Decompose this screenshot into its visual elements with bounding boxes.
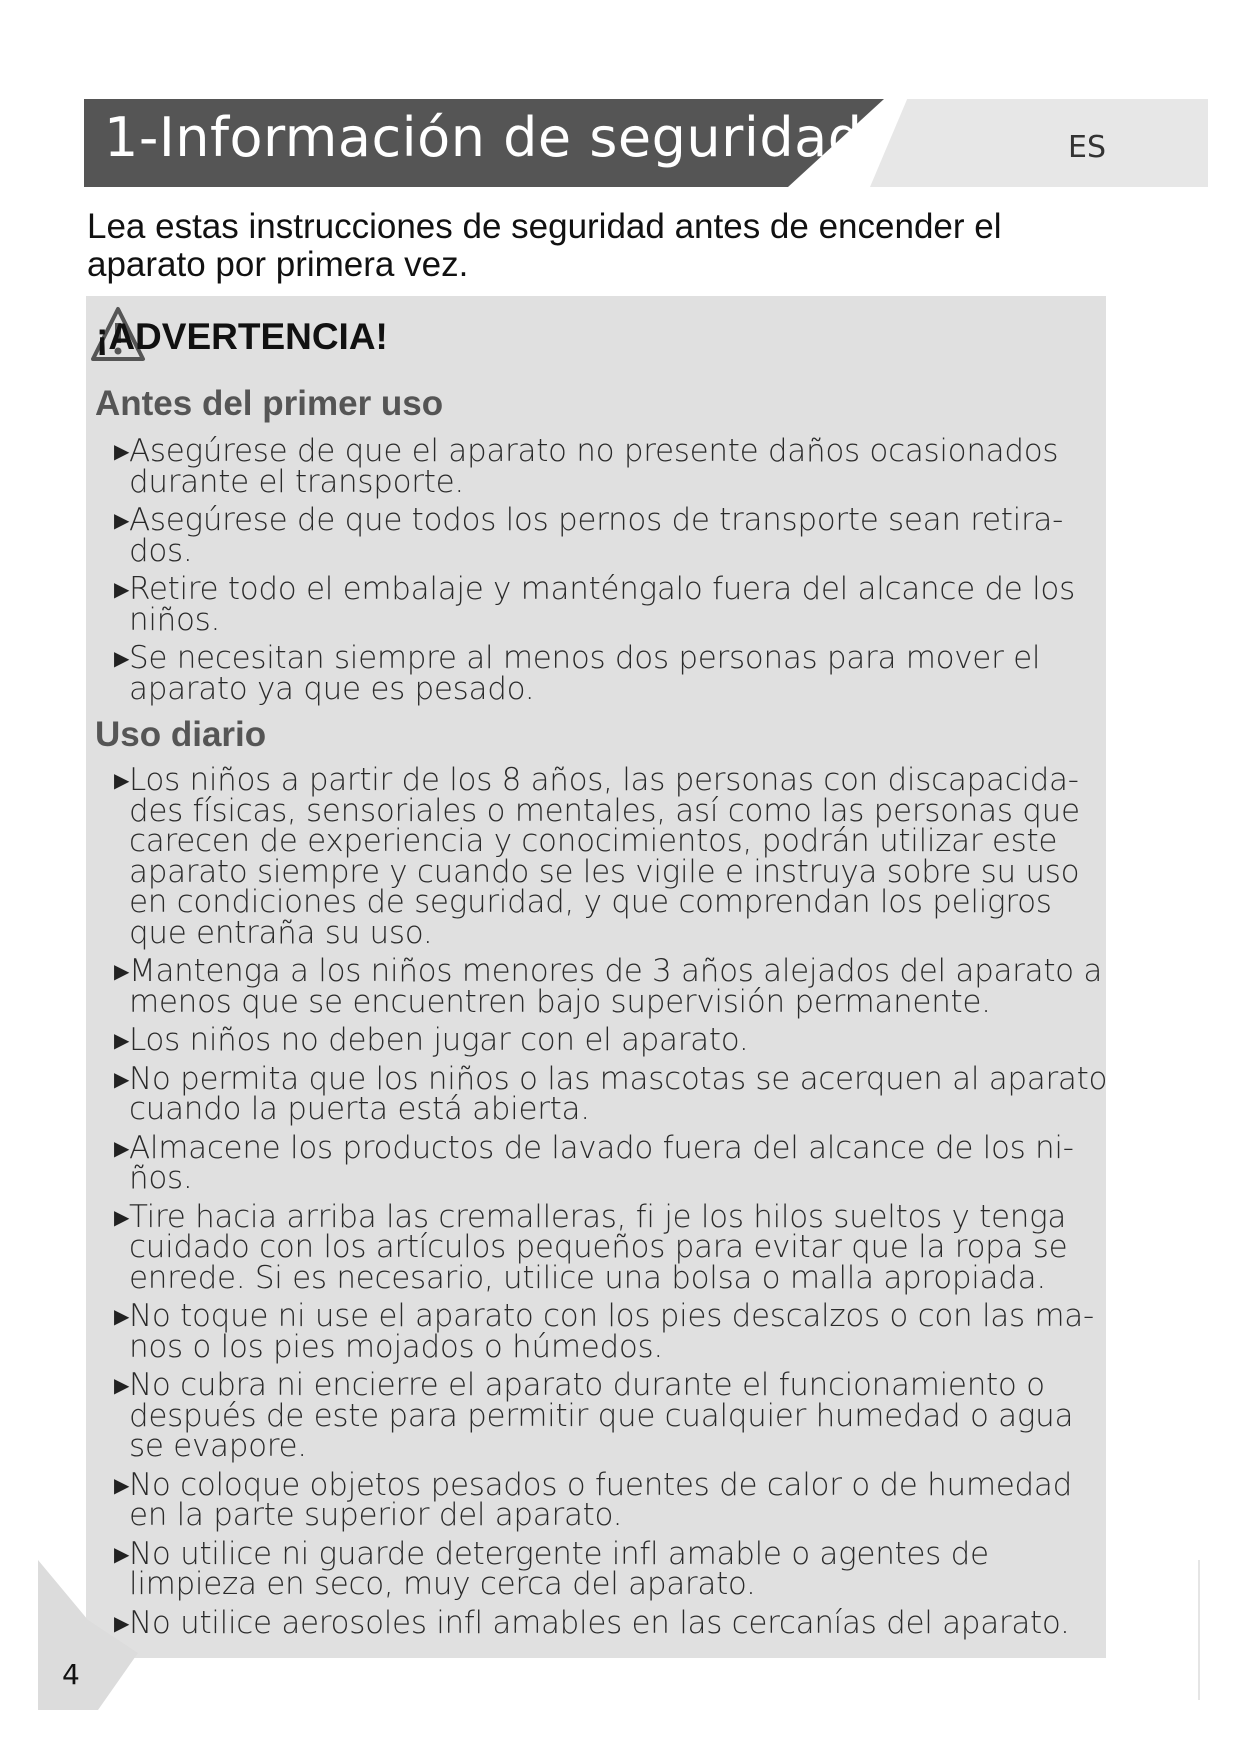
- bullet-arrow-icon: ▶: [114, 508, 130, 532]
- list-item: [114, 1466, 1109, 1533]
- list-item: [114, 1367, 1109, 1464]
- bullet-arrow-icon: ▶: [114, 577, 130, 601]
- list-item-text: Retire todo el embalaje y manténgalo fuera del alcance de los niños.: [129, 571, 1075, 638]
- bullet-arrow-icon: ▶: [114, 1204, 130, 1229]
- list-item-text: Los niños a partir de los 8 años, las personas con discapacida-des físicas, sensoriales o mentales, así como las personas que carecen de experiencia y conocimientos, podrán utilizar este aparato siempre y cuando se les vigile e instruya sobre su uso en condiciones de seguridad, y que comprendan los peligros que entraña su uso.: [129, 762, 1080, 951]
- bullet-arrow-icon: ▶: [114, 959, 130, 983]
- list-item-text: Mantenga a los niños menores de 3 años alejados del aparato a menos que se encuentren bajo supervisión permanente.: [129, 953, 1103, 1020]
- list-item-text: Tire hacia arriba las cremalleras, fi je los hilos sueltos y tenga cuidado con los artículos pequeños para evitar que la ropa se enrede. Si es necesario, utilice una bolsa o malla apropiada.: [129, 1198, 1068, 1296]
- list-item-text: No toque ni use el aparato con los pies descalzos o con las ma-nos o los pies mojados o húmedos.: [129, 1298, 1094, 1365]
- bullet-arrow-icon: ▶: [114, 1028, 130, 1052]
- bullet-arrow-icon: ▶: [114, 1135, 130, 1160]
- list-item: [114, 1129, 1109, 1196]
- before-first-use-list: [0, 433, 1241, 712]
- list-item: [114, 1022, 1109, 1058]
- list-item-text: No coloque objetos pesados o fuentes de calor o de humedad en la parte superior del aparato.: [129, 1466, 1072, 1533]
- edge-line: [1198, 1560, 1200, 1700]
- language-label: ES: [1068, 130, 1106, 165]
- list-item-text: Se necesitan siempre al menos dos personas para mover el aparato ya que es pesado.: [129, 640, 1041, 707]
- bullet-arrow-icon: ▶: [114, 1373, 130, 1397]
- list-item-text: No utilice ni guarde detergente infl amable o agentes de limpieza en seco, muy cerca del aparato.: [129, 1535, 989, 1602]
- list-item: [114, 640, 1109, 707]
- daily-use-list: [0, 762, 1241, 1646]
- page-title: 1-Información de seguridad: [104, 106, 863, 169]
- list-item: [114, 953, 1109, 1020]
- list-item-text: Asegúrese de que el aparato no presente daños ocasionados durante el transporte.: [129, 433, 1059, 500]
- warning-title: ¡ADVERTENCIA!: [96, 316, 388, 357]
- bullet-arrow-icon: ▶: [114, 1472, 130, 1497]
- list-item: [114, 1298, 1109, 1365]
- header-language-tab: [870, 99, 1208, 187]
- bullet-arrow-icon: ▶: [114, 646, 130, 670]
- page-number: 4: [62, 1658, 80, 1691]
- list-item-text: Asegúrese de que todos los pernos de transporte sean retira-dos.: [129, 502, 1063, 569]
- list-item: [114, 762, 1109, 951]
- list-item: [114, 1604, 1109, 1641]
- section-title-daily-use: Uso diario: [95, 715, 267, 754]
- list-item-text: No cubra ni encierre el aparato durante el funcionamiento o después de este para permitir que cualquier humedad o agua se evapore.: [129, 1367, 1074, 1464]
- list-item: [114, 571, 1109, 638]
- list-item: [114, 1198, 1109, 1296]
- list-item: [114, 1060, 1109, 1127]
- list-item-text: Almacene los productos de lavado fuera del alcance de los ni-ños.: [129, 1129, 1074, 1196]
- list-item: [114, 433, 1109, 500]
- bullet-arrow-icon: ▶: [114, 1066, 130, 1091]
- section-title-before-first-use: Antes del primer uso: [95, 384, 444, 423]
- bullet-arrow-icon: ▶: [114, 1610, 130, 1635]
- list-item-text: Los niños no deben jugar con el aparato.: [129, 1022, 749, 1058]
- list-item-text: No utilice aerosoles infl amables en las cercanías del aparato.: [129, 1604, 1070, 1641]
- bullet-arrow-icon: ▶: [114, 1304, 130, 1328]
- bullet-arrow-icon: ▶: [114, 1541, 130, 1566]
- list-item-text: No permita que los niños o las mascotas se acerquen al aparato cuando la puerta está abierta.: [129, 1060, 1108, 1127]
- bullet-arrow-icon: ▶: [114, 439, 130, 463]
- intro-text: Lea estas instrucciones de seguridad antes de encender el aparato por primera vez.: [87, 207, 1002, 284]
- list-item: [114, 1535, 1109, 1602]
- bullet-arrow-icon: ▶: [114, 768, 130, 792]
- list-item: [114, 502, 1109, 569]
